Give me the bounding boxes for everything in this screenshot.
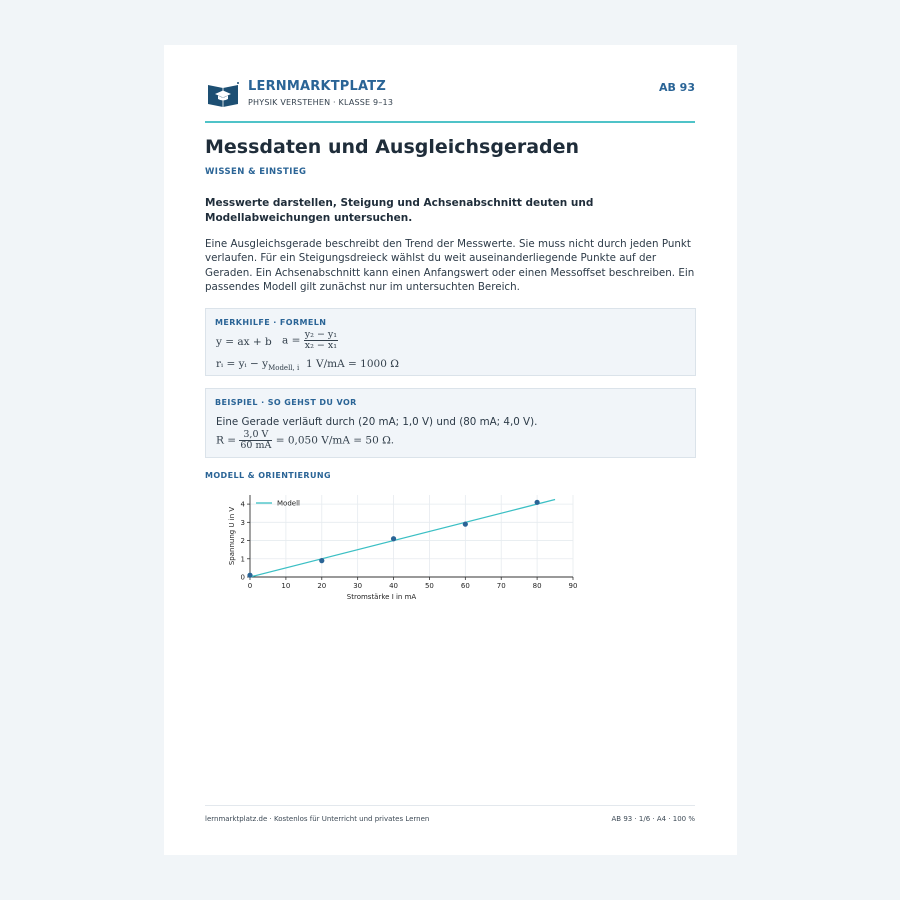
example-calculation: [216, 430, 394, 451]
footer-divider: [205, 805, 695, 806]
residual-subscript: Modell, i: [268, 364, 300, 373]
header-divider: [205, 121, 695, 123]
measurement-chart: [219, 489, 589, 604]
formula-line: y = ax + b: [216, 336, 272, 348]
brand-subtitle: PHYSIK VERSTEHEN · KLASSE 9–13: [248, 98, 394, 107]
sheet-id: AB 93: [658, 81, 695, 94]
slope-denominator: x₂ − x₁: [304, 340, 338, 351]
y-tick-label: 4: [240, 500, 245, 509]
y-tick-label: 3: [240, 518, 245, 527]
legend-label: Modell: [277, 499, 300, 508]
page-title: Messdaten und Ausgleichsgeraden: [205, 136, 580, 158]
residual-main: rᵢ = yᵢ − y: [216, 358, 269, 370]
data-point: [247, 573, 252, 578]
example-box: [205, 388, 696, 458]
x-tick-label: 20: [317, 582, 327, 590]
brand-name: LERNMARKTPLATZ: [248, 79, 386, 94]
calc-denominator: 60 mA: [240, 440, 272, 451]
worksheet-page: [164, 45, 737, 855]
body-text: Eine Ausgleichsgerade beschreibt den Trend der Messwerte. Sie muss nicht durch jeden Punkt verlaufen. Für ein Steigungsdreieck wählst du weit auseinanderliegende Punkte auf der Geraden. Ein Achsenabschnitt kann einen Anfangswert oder einen Messoffset beschreiben. Ein passendes Modell gilt zunächst nur im untersuchten Bereich.: [205, 238, 695, 294]
slope-formula: [282, 330, 338, 351]
footer-right-text: AB 93 · 1/6 · A4 · 100 %: [611, 815, 695, 823]
data-point: [463, 522, 468, 527]
x-tick-label: 30: [353, 582, 363, 590]
model-section-label: MODELL & ORIENTIERUNG: [205, 471, 331, 480]
lead-text: Messwerte darstellen, Steigung und Achsenabschnitt deuten und Modellabweichungen untersuchen.: [205, 197, 594, 224]
footer-left-text: lernmarktplatz.de · Kostenlos für Unterricht und privates Lernen: [205, 815, 430, 823]
page-header: [205, 79, 695, 123]
calc-lhs: R =: [216, 434, 237, 447]
model-line: [250, 500, 555, 577]
y-tick-label: 0: [240, 573, 245, 582]
unit-conversion: 1 V/mA = 1000 Ω: [306, 358, 399, 370]
y-axis-label: Spannung U in V: [228, 506, 236, 566]
x-tick-label: 50: [424, 582, 434, 590]
calc-rhs: = 0,050 V/mA = 50 Ω.: [275, 434, 395, 447]
residual-formula: [216, 358, 299, 372]
slope-fraction: [304, 330, 338, 351]
section-kicker: WISSEN & EINSTIEG: [205, 167, 307, 177]
example-text: Eine Gerade verläuft durch (20 mA; 1,0 V) und (80 mA; 4,0 V).: [216, 416, 538, 428]
x-tick-label: 10: [281, 582, 291, 590]
formula-box: [205, 308, 696, 376]
x-axis-label: Stromstärke I in mA: [346, 593, 417, 601]
data-point: [391, 536, 396, 541]
x-tick-label: 40: [389, 582, 399, 590]
x-tick-label: 90: [568, 582, 578, 590]
slope-numerator: y₂ − y₁: [304, 329, 338, 340]
calc-numerator: 3,0 V: [239, 430, 272, 441]
data-point: [319, 558, 324, 563]
x-tick-label: 80: [532, 582, 542, 590]
slope-lhs: a =: [282, 334, 301, 347]
y-tick-label: 1: [240, 555, 245, 564]
example-box-label: BEISPIEL · SO GEHST DU VOR: [215, 398, 357, 407]
data-point: [535, 500, 540, 505]
x-tick-label: 0: [247, 582, 253, 590]
formula-box-label: MERKHILFE · FORMELN: [215, 318, 327, 327]
book-graduation-cap-icon: [207, 81, 239, 107]
x-tick-label: 70: [496, 582, 506, 590]
x-tick-label: 60: [460, 582, 470, 590]
y-tick-label: 2: [240, 537, 245, 546]
calc-fraction: [239, 430, 272, 451]
